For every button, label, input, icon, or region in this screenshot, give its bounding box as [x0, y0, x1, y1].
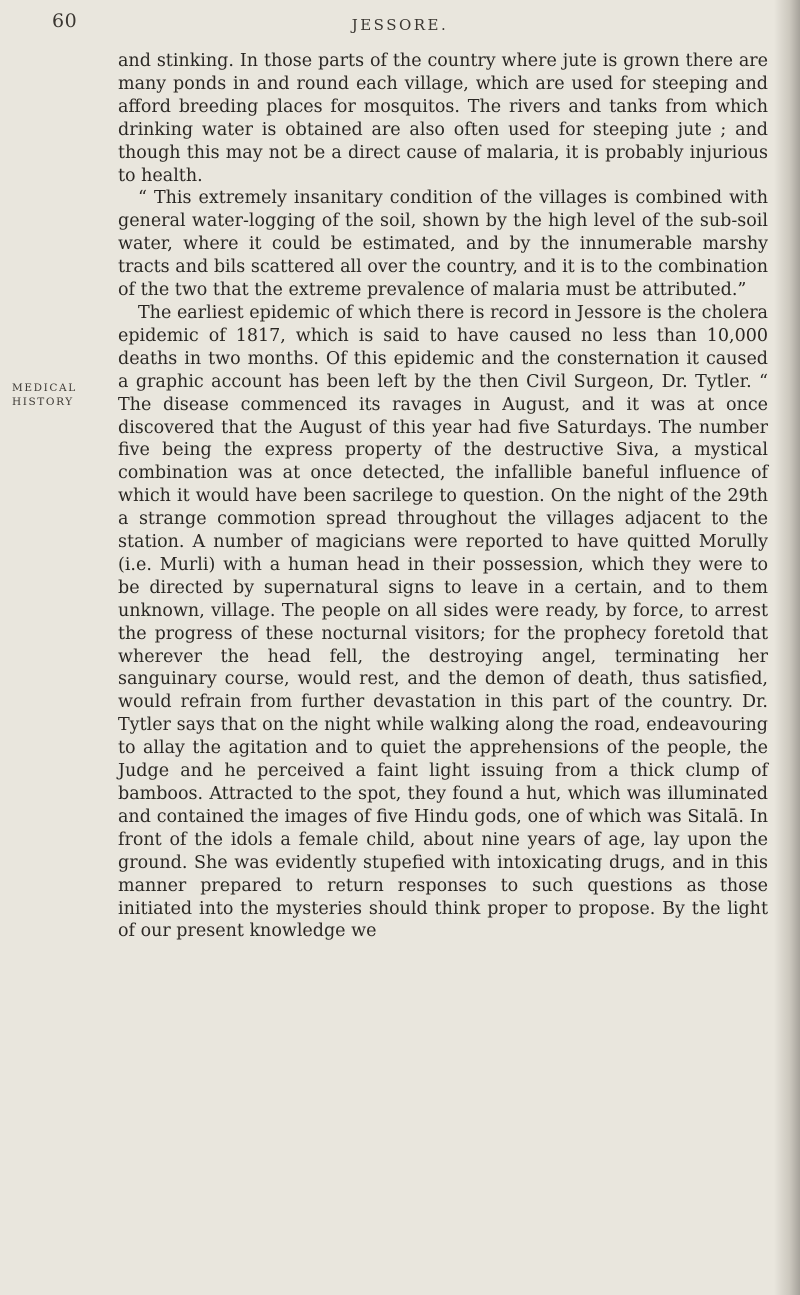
marginal-note-line: HISTORY — [12, 396, 74, 408]
page-number: 60 — [52, 10, 78, 32]
marginal-note — [12, 381, 82, 409]
paragraph: “ This extremely insanitary condition of the villages is combined with general water-logging of the soil, shown by the high level of the sub-soil water, where it could be estimated, and by the innumerable marshy tracts and bils scattered all over the country, and it is to the combination of the two that the extreme prevalence of malaria must be attributed.” — [118, 188, 768, 301]
marginal-note-line: MEDICAL — [12, 382, 77, 394]
paragraph: and stinking. In those parts of the country where jute is grown there are many ponds in and round each village, which are used for steeping and afford breeding places for mosquitos. The rivers and tanks from which drinking water is obtained are also often used for steeping jute ; and though this may not be a direct cause of malaria, it is probably injurious to health. — [118, 51, 768, 186]
body-text — [118, 50, 768, 943]
paragraph: The earliest epidemic of which there is record in Jessore is the cholera epidemic of 1817, which is said to have caused no less than 10,000 deaths in two months. Of this epidemic and the consternation it caused a graphic account has been left by the then Civil Surgeon, Dr. Tytler. “ The disease commenced its ravages in August, and it was at once discovered that the August of this year had five Saturdays. The number five being the express property of the destructive Siva, a mystical combination was at once detected, the infallible baneful influence of which it would have been sacrilege to question. On the night of the 29th a strange commotion spread throughout the villages adjacent to the station. A number of magicians were reported to have quitted Morully (i.e. Murli) with a human head in their possession, which they were to be directed by supernatural signs to leave in a certain, and to them unknown, village. The people on all sides were ready, by force, to arrest the progress of these nocturnal visitors; for the prophecy foretold that wherever the head fell, the destroying angel, terminating her sanguinary course, would rest, and the demon of death, thus satisfied, would refrain from further devastation in this part of the country. Dr. Tytler says that on the night while walking along the road, endeavouring to allay the agitation and to quiet the apprehensions of the people, the Judge and he perceived a faint light issuing from a thick clump of bamboos. Attracted to the spot, they found a hut, which was illuminated and contained the images of five Hindu gods, one of which was Sitalā. In front of the idols a female child, about nine years of age, lay upon the ground. She was evidently stupefied with intoxicating drugs, and in this manner prepared to return responses to such questions as those initiated into the mysteries should think proper to propose. By the light of our present knowledge we — [118, 302, 768, 942]
running-title: JESSORE. — [351, 16, 449, 34]
page-edge-shadow — [774, 0, 800, 1295]
